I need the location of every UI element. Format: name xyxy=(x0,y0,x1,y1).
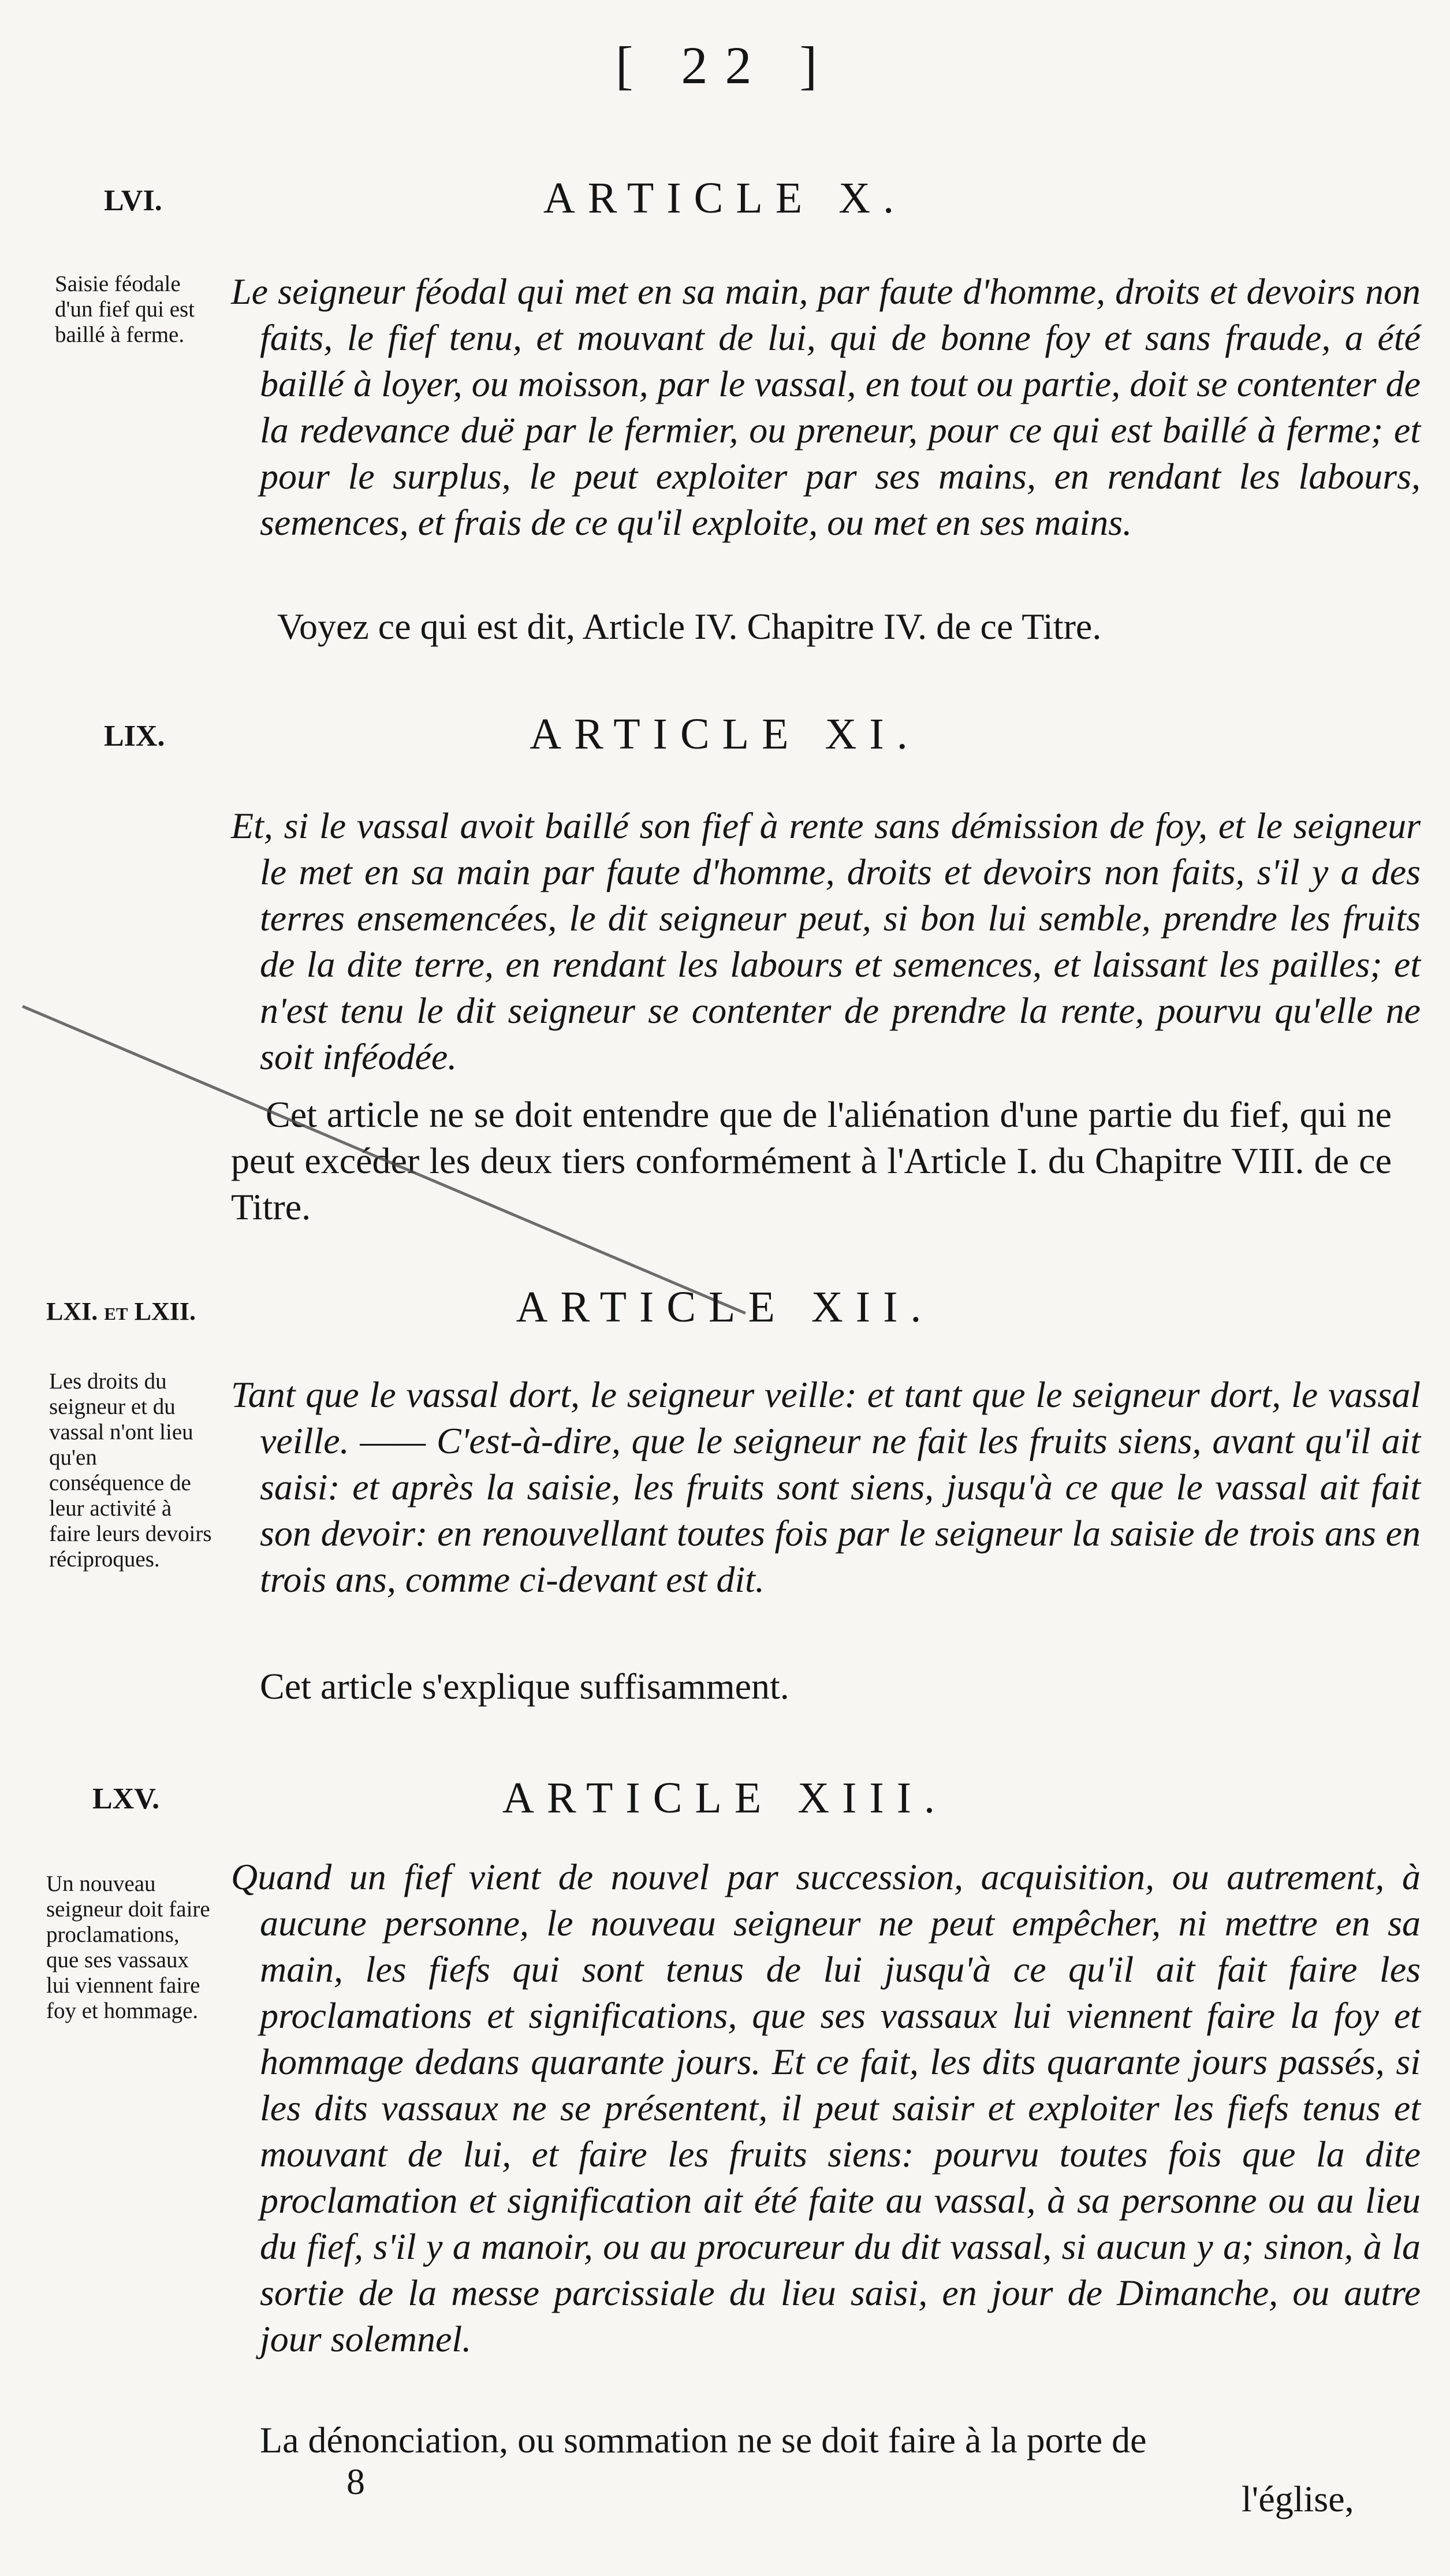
catchword: l'église, xyxy=(1242,2478,1354,2519)
article-commentary: Voyez ce qui est dit, Article IV. Chapitre IV. de ce Titre. xyxy=(277,606,1102,647)
side-note: Saisie féodale d'un fief qui est baillé à ferme. xyxy=(55,271,195,347)
article-title: ARTICLE X. xyxy=(543,174,907,222)
margin-number: LIX. xyxy=(104,720,165,753)
margin-number: LVI. xyxy=(104,184,162,217)
article-text: Le seigneur féodal qui met en sa main, par faute d'homme, droits et devoirs non faits, le fief tenu, et mouvant de lui, qui de bonne foy et sans fraude, a été baillé à loyer, ou moisson, par le vassal, en tout ou partie, doit se contenter de la redevance duë par le fermier, ou preneur, pour ce qui est baillé à ferme; et pour le surplus, le peut exploiter par ses mains, en rendant les labours, semences, et frais de ce qu'il exploite, ou met en ses mains. xyxy=(231,271,1421,543)
side-note: Un nouveau seigneur doit faire proclamations, que ses vassaux lui viennent faire foy et hommage. xyxy=(46,1871,210,2023)
article-commentary: Cet article s'explique suffisamment. xyxy=(260,1666,789,1707)
margin-number: LXV. xyxy=(92,1782,160,1815)
article-title: ARTICLE XII. xyxy=(516,1283,934,1331)
article-title: ARTICLE XIII. xyxy=(502,1774,948,1822)
margin-number: LXI. et LXII. xyxy=(46,1297,196,1326)
article-text: Tant que le vassal dort, le seigneur veille: et tant que le seigneur dort, le vassal veille. —— C'est-à-dire, que le seigneur ne fait les fruits siens, avant qu'il ait saisi: et après la saisie, les fruits sont siens, jusqu'à ce que le vassal ait fait son devoir: en renouvellant toutes fois par le seigneur la saisie de trois ans en trois ans, comme ci-devant est dit. xyxy=(231,1374,1421,1600)
article-commentary: Cet article ne se doit entendre que de l'aliénation d'une partie du fief, qui ne peut excéder les deux tiers conformément à l'Article I. du Chapitre VIII. de ce Titre. xyxy=(231,1094,1392,1227)
article-commentary: La dénonciation, ou sommation ne se doit faire à la porte de xyxy=(260,2419,1147,2460)
side-note: Les droits du seigneur et du vassal n'ont lieu qu'en conséquence de leur activité à faire leurs devoirs réciproques. xyxy=(49,1369,212,1572)
article-title: ARTICLE XI. xyxy=(530,710,920,758)
article-text: Et, si le vassal avoit baillé son fief à rente sans démission de foy, et le seigneur le met en sa main par faute d'homme, droits et devoirs non faits, s'il y a des terres ensemencées, le dit seigneur peut, si bon lui semble, prendre les fruits de la dite terre, en rendant les labours et semences, et laissant les pailles; et n'est tenu le dit seigneur se contenter de prendre la rente, pourvu qu'elle ne soit inféodée. xyxy=(231,805,1421,1077)
article-text: Quand un fief vient de nouvel par succession, acquisition, ou autrement, à aucune personne, le nouveau seigneur ne peut empêcher, ni mettre en sa main, les fiefs qui sont tenus de lui jusqu'à ce qu'il ait fait faire les proclamations et significations, que ses vassaux lui viennent faire la foy et hommage dedans quarante jours. Et ce fait, les dits quarante jours passés, si les dits vassaux ne se présentent, il peut saisir et exploiter les fiefs tenus et mouvant de lui, et faire les fruits siens: pourvu toutes fois que la dite proclamation et signification ait été faite au vassal, à sa personne ou au lieu du fief, s'il y a manoir, ou au procureur du dit vassal, si aucun y a; sinon, à la sortie de la messe parcissiale du lieu saisi, en jour de Dimanche, ou autre jour solemnel. xyxy=(231,1856,1421,2359)
signature-mark: 8 xyxy=(346,2461,365,2502)
page-number: [ 22 ] xyxy=(615,36,835,95)
